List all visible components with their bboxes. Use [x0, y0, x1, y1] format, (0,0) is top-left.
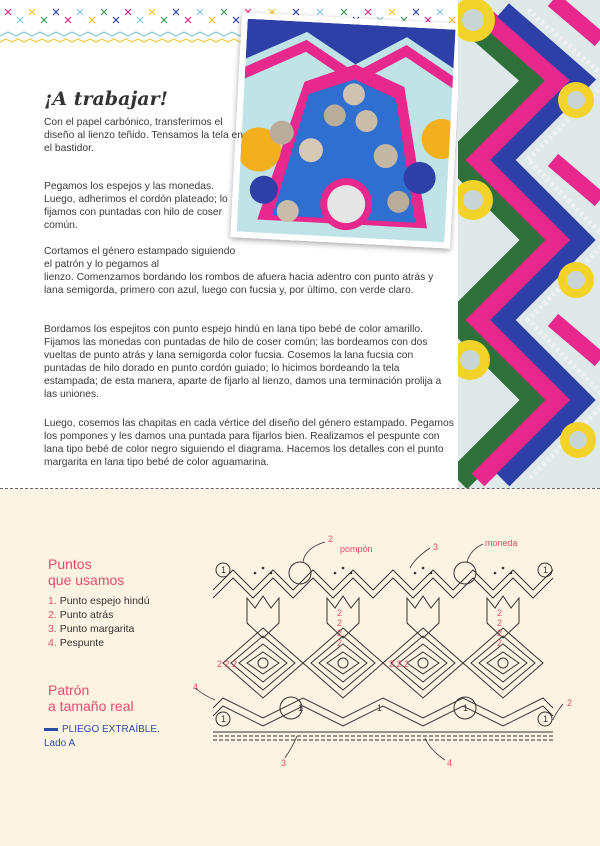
list-item: 1. Punto espejo hindú [48, 595, 150, 607]
list-item: 3. Punto margarita [48, 623, 135, 635]
svg-text:1: 1 [543, 565, 549, 575]
svg-text:4: 4 [447, 758, 453, 768]
svg-text:2: 2 [497, 628, 503, 638]
svg-text:2 2 2: 2 2 2 [217, 659, 238, 669]
pattern-title: Patrón a tamaño real [48, 682, 134, 714]
svg-text:2: 2 [497, 618, 503, 628]
svg-text:2: 2 [497, 638, 503, 648]
instruction-paragraph-1: Con el papel carbónico, transferimos el diseño al lienzo teñido. Tensamos la tela en el bastidor. [44, 117, 244, 155]
instruction-paragraph-3-start: Cortamos el género estampado siguiendo el patrón y lo pegamos al [44, 246, 236, 271]
pliego-marker [44, 728, 58, 731]
pattern-diagram [185, 528, 595, 778]
instruction-paragraph-2: Pegamos los espejos y las monedas. Luego, adherimos el cordón plateado; lo fijamos con puntadas con hilo de coser común. [44, 181, 228, 232]
svg-text:1: 1 [543, 714, 549, 724]
list-item: 2. Punto atrás [48, 609, 114, 621]
moneda-label: moneda [485, 538, 518, 548]
pompon-label: pompón [340, 544, 373, 554]
svg-text:4: 4 [193, 682, 199, 692]
svg-text:2: 2 [337, 628, 343, 638]
svg-text:2: 2 [328, 534, 334, 544]
pliego-note: PLIEGO EXTRAÍBLE. Lado A [44, 724, 160, 749]
svg-text:3: 3 [433, 542, 439, 552]
svg-text:1: 1 [463, 703, 469, 713]
section-heading: ¡A trabajar! [44, 88, 168, 110]
svg-text:3: 3 [281, 758, 287, 768]
svg-text:2: 2 [337, 638, 343, 648]
embroidery-border-photo [458, 0, 600, 488]
svg-text:1: 1 [298, 703, 304, 713]
svg-text:2 2 2: 2 2 2 [389, 659, 410, 669]
instruction-paragraph-5: Luego, cosemos las chapitas en cada vértice del diseño del género estampado. Pegamos los pompones y les damos una puntada para fijarlos bien. Realizamos el pespunte con lana tipo bebé de color negro siguiendo el diagrama. Hacemos los detalles con el punto margarita en lana tipo bebé de color aguamarina. [44, 418, 454, 469]
stitches-list [48, 594, 150, 650]
svg-text:2: 2 [337, 618, 343, 628]
svg-text:1: 1 [221, 565, 227, 575]
list-item: 4. Pespunte [48, 637, 105, 649]
instruction-paragraph-3-end: lienzo. Comenzamos bordando los rombos de afuera hacia adentro con punto atrás y lana semigorda, primero con azul, luego con fucsia y, por último, con verde claro. [44, 272, 434, 297]
svg-text:1: 1 [221, 714, 227, 724]
svg-text:2: 2 [567, 698, 573, 708]
svg-text:1: 1 [377, 703, 383, 713]
svg-text:2: 2 [497, 608, 503, 618]
instruction-paragraph-4: Bordamos los espejitos con punto espejo hindú en lana tipo bebé de color amarillo. Fijamos las monedas con puntadas de hilo de coser común; las bordeamos con dos vueltas de punto atrás y lana semigorda color fucsia. Cosemos la lana fucsia con puntadas de hilo dorado en punto cordón guiado; lo hicimos bordeando la tela estampada; de esta manera, aparte de fijarlo al lienzo, damos una terminación prolija a las uniones. [44, 324, 442, 401]
stitches-title: Puntos que usamos [48, 556, 125, 588]
embroidery-detail-photo [230, 12, 461, 248]
svg-text:2: 2 [337, 608, 343, 618]
